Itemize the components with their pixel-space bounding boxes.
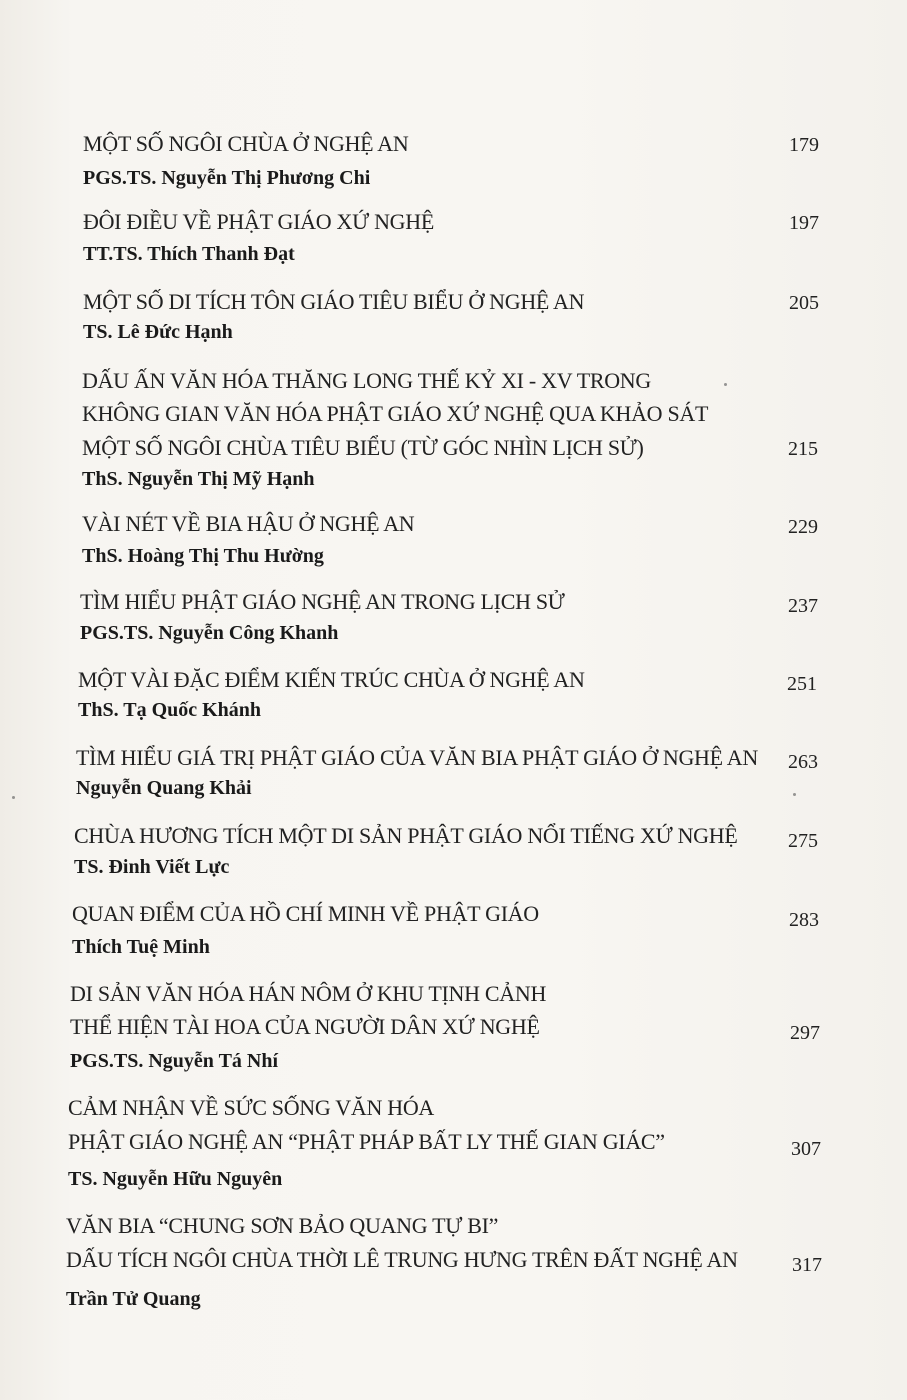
entry-title-line: CHÙA HƯƠNG TÍCH MỘT DI SẢN PHẬT GIÁO NỔI TIẾNG XỨ NGHỆ (74, 823, 738, 848)
entry-title-line: MỘT VÀI ĐẶC ĐIỂM KIẾN TRÚC CHÙA Ở NGHỆ AN (78, 667, 585, 692)
entry-page-number: 197 (789, 212, 819, 234)
entry-page-number: 297 (790, 1022, 820, 1044)
entry-page-number: 263 (788, 751, 818, 773)
entry-page-number: 237 (788, 595, 818, 617)
entry-author: Nguyễn Quang Khải (76, 777, 252, 799)
entry-author: Thích Tuệ Minh (72, 936, 210, 958)
entry-author: TS. Đinh Viết Lực (74, 856, 230, 878)
entry-page-number: 251 (787, 673, 817, 695)
entry-author: ThS. Hoàng Thị Thu Hường (82, 545, 324, 567)
entry-author: PGS.TS. Nguyễn Thị Phương Chi (83, 167, 371, 189)
entry-author: PGS.TS. Nguyễn Công Khanh (80, 622, 339, 644)
entry-title-line: DẤU ẤN VĂN HÓA THĂNG LONG THẾ KỶ XI - XV TRONG (82, 368, 651, 393)
entry-title-line: MỘT SỐ NGÔI CHÙA TIÊU BIỂU (TỪ GÓC NHÌN LỊCH SỬ) (82, 435, 644, 460)
entry-title-line: VĂN BIA “CHUNG SƠN BẢO QUANG TỰ BI” (66, 1213, 499, 1238)
entry-title-line: KHÔNG GIAN VĂN HÓA PHẬT GIÁO XỨ NGHỆ QUA KHẢO SÁT (82, 401, 709, 426)
entry-page-number: 215 (788, 438, 818, 460)
entry-title-line: MỘT SỐ DI TÍCH TÔN GIÁO TIÊU BIỂU Ở NGHỆ AN (83, 289, 585, 314)
entry-page-number: 229 (788, 516, 818, 538)
entry-title-line: TÌM HIỂU GIÁ TRỊ PHẬT GIÁO CỦA VĂN BIA PHẬT GIÁO Ở NGHỆ AN (76, 745, 758, 770)
print-speck (724, 383, 727, 386)
entry-author: TS. Lê Đức Hạnh (83, 321, 233, 343)
entry-author: ThS. Tạ Quốc Khánh (78, 699, 262, 721)
entry-page-number: 275 (788, 830, 818, 852)
entry-author: PGS.TS. Nguyễn Tá Nhí (70, 1050, 279, 1072)
entry-title-line: DI SẢN VĂN HÓA HÁN NÔM Ở KHU TỊNH CẢNH (70, 981, 547, 1006)
print-speck (793, 793, 796, 796)
entry-title-line: TÌM HIỂU PHẬT GIÁO NGHỆ AN TRONG LỊCH SỬ (80, 589, 565, 614)
entry-page-number: 317 (792, 1254, 822, 1276)
entry-title-line: MỘT SỐ NGÔI CHÙA Ở NGHỆ AN (83, 131, 409, 156)
entry-title-line: QUAN ĐIỂM CỦA HỒ CHÍ MINH VỀ PHẬT GIÁO (72, 901, 539, 926)
entry-title-line: VÀI NÉT VỀ BIA HẬU Ở NGHỆ AN (82, 511, 415, 536)
entry-page-number: 307 (791, 1138, 821, 1160)
entry-author: TS. Nguyễn Hữu Nguyên (68, 1168, 283, 1190)
entry-title-line: DẤU TÍCH NGÔI CHÙA THỜI LÊ TRUNG HƯNG TRÊN ĐẤT NGHỆ AN (66, 1247, 738, 1272)
entry-title-line: PHẬT GIÁO NGHỆ AN “PHẬT PHÁP BẤT LY THẾ GIAN GIÁC” (68, 1129, 665, 1154)
entry-author: TT.TS. Thích Thanh Đạt (83, 243, 295, 265)
entry-page-number: 179 (789, 134, 819, 156)
entry-page-number: 205 (789, 292, 819, 314)
entry-author: ThS. Nguyễn Thị Mỹ Hạnh (82, 468, 315, 490)
entry-author: Trần Tử Quang (66, 1288, 201, 1310)
entry-title-line: THỂ HIỆN TÀI HOA CỦA NGƯỜI DÂN XỨ NGHỆ (70, 1014, 540, 1039)
entry-title-line: ĐÔI ĐIỀU VỀ PHẬT GIÁO XỨ NGHỆ (83, 209, 434, 234)
entry-page-number: 283 (789, 909, 819, 931)
entry-title-line: CẢM NHẬN VỀ SỨC SỐNG VĂN HÓA (68, 1095, 435, 1120)
print-speck (12, 796, 15, 799)
